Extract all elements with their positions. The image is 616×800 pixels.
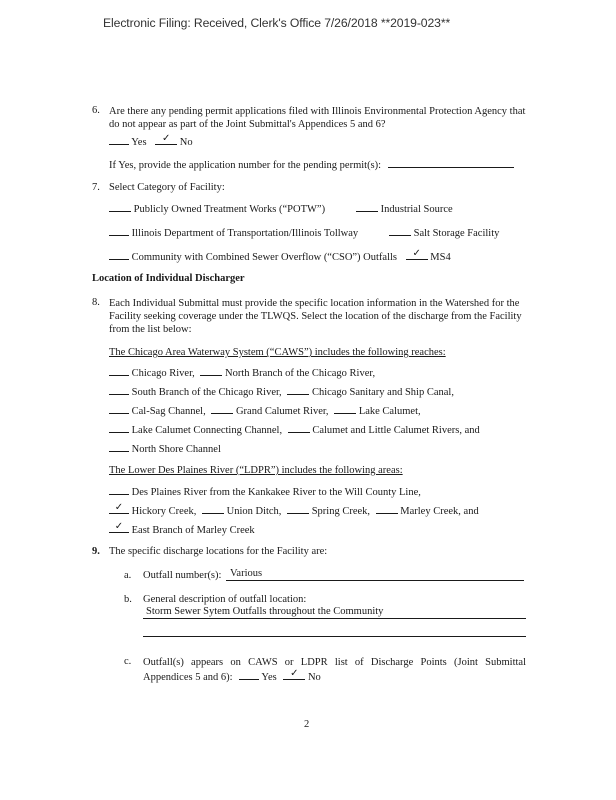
hickory-creek-blank[interactable]	[109, 503, 129, 514]
north-shore-blank[interactable]	[109, 441, 129, 452]
q7-cso-blank[interactable]	[109, 249, 129, 260]
grand-calumet-blank[interactable]	[211, 403, 233, 414]
q7-industrial-blank[interactable]	[356, 201, 378, 212]
calumet-little-calumet-blank[interactable]	[288, 422, 310, 433]
lake-calumet-label: Lake Calumet,	[358, 406, 421, 417]
q7-question: Select Category of Facility:	[109, 182, 225, 193]
caws-row-5	[109, 441, 221, 455]
q8-number: 8.	[92, 297, 100, 308]
location-heading: Location of Individual Discharger	[92, 273, 245, 284]
north-branch-blank[interactable]	[200, 365, 222, 376]
q9a-text: Outfall number(s):	[143, 570, 222, 581]
q7-cso-label: Community with Combined Sewer Overflow (“CSO”) Outfalls	[131, 252, 398, 263]
south-branch-blank[interactable]	[109, 384, 129, 395]
q7-row-2b	[389, 225, 499, 239]
q9c-text	[143, 656, 526, 684]
q7-potw-blank[interactable]	[109, 201, 131, 212]
q7-ms4-blank[interactable]	[406, 249, 428, 260]
q9a-label: a.	[124, 570, 132, 581]
checkmark-icon: ✓	[114, 502, 124, 513]
q9c-yes-label: Yes	[261, 672, 277, 683]
checkmark-icon: ✓	[290, 668, 299, 679]
lake-calumet-connecting-blank[interactable]	[109, 422, 129, 433]
lake-calumet-connecting-label: Lake Calumet Connecting Channel,	[131, 425, 283, 436]
q9c-no-label: No	[307, 672, 321, 683]
union-ditch-label: Union Ditch,	[226, 506, 282, 517]
q6-number: 6.	[92, 105, 100, 116]
q7-ms4-label: MS4	[430, 252, 451, 263]
east-branch-marley-label: East Branch of Marley Creek	[131, 525, 255, 536]
q7-potw-label: Publicly Owned Treatment Works (“POTW”)	[133, 204, 326, 215]
des-plaines-label: Des Plaines River from the Kankakee River to the Will County Line,	[131, 487, 421, 498]
q6-answer-row	[109, 134, 193, 148]
q6-yes-label: Yes	[131, 137, 147, 148]
caws-heading: The Chicago Area Waterway System (“CAWS”) includes the following reaches:	[109, 347, 446, 358]
outfall-description-value: Storm Sewer Sytem Outfalls throughout the Community	[146, 606, 384, 617]
electronic-filing-stamp: Electronic Filing: Received, Clerk's Office 7/26/2018 **2019-023**	[103, 16, 451, 30]
q7-salt-blank[interactable]	[389, 225, 411, 236]
q8-question: Each Individual Submittal must provide the specific location information in the Watershed for the Facility seeking coverage under the TLWQS. Select the location of the discharge from the Facility from the list below:	[109, 298, 522, 335]
q7-idot-label: Illinois Department of Transportation/Illinois Tollway	[131, 228, 359, 239]
south-branch-label: South Branch of the Chicago River,	[131, 387, 282, 398]
q9-number: 9.	[92, 546, 100, 557]
checkmark-icon: ✓	[412, 248, 421, 259]
des-plaines-blank[interactable]	[109, 484, 129, 495]
q6-no-blank[interactable]	[155, 134, 177, 145]
ldpr-row-2	[109, 503, 479, 517]
caws-row-3	[109, 403, 421, 417]
q7-industrial-label: Industrial Source	[380, 204, 453, 215]
q9-question: The specific discharge locations for the Facility are:	[109, 546, 328, 557]
calumet-little-calumet-label: Calumet and Little Calumet Rivers, and	[312, 425, 480, 436]
ldpr-row-3	[109, 522, 255, 536]
outfall-number-value: Various	[230, 568, 263, 579]
q7-row-3	[109, 249, 451, 263]
hickory-creek-label: Hickory Creek,	[131, 506, 197, 517]
outfall-description-field[interactable]	[143, 618, 526, 619]
caws-row-2	[109, 384, 454, 398]
q9c-yes-blank[interactable]	[239, 669, 259, 680]
checkmark-icon: ✓	[114, 521, 124, 532]
north-branch-label: North Branch of the Chicago River,	[225, 368, 376, 379]
spring-creek-label: Spring Creek,	[311, 506, 371, 517]
q6-no-label: No	[179, 137, 193, 148]
q6-question: Are there any pending permit applications filed with Illinois Environmental Protection Agency that do not appear as part of the Joint Submittal's Appendices 5 and 6?	[109, 106, 526, 130]
q7-salt-label: Salt Storage Facility	[413, 228, 500, 239]
marley-creek-label: Marley Creek, and	[400, 506, 479, 517]
north-shore-label: North Shore Channel	[131, 444, 221, 455]
lake-calumet-blank[interactable]	[334, 403, 356, 414]
q9c-label: c.	[124, 656, 132, 667]
outfall-description-field-line-2[interactable]	[143, 636, 526, 637]
q9b-text: General description of outfall location:	[143, 594, 307, 605]
sanitary-canal-blank[interactable]	[287, 384, 309, 395]
union-ditch-blank[interactable]	[202, 503, 224, 514]
q6-yes-blank[interactable]	[109, 134, 129, 145]
q7-number: 7.	[92, 182, 100, 193]
q9c-no-blank[interactable]	[283, 669, 305, 680]
sanitary-canal-label: Chicago Sanitary and Ship Canal,	[311, 387, 454, 398]
q9c-question: Outfall(s) appears on CAWS or LDPR list of Discharge Points (Joint Submittal Appendices 5 and 6):	[143, 657, 526, 683]
chicago-river-blank[interactable]	[109, 365, 129, 376]
q7-row-1b	[356, 201, 453, 215]
q6-permit-number-field[interactable]	[388, 157, 514, 168]
q7-idot-blank[interactable]	[109, 225, 129, 236]
ldpr-row-1	[109, 484, 421, 498]
q9b-label: b.	[124, 594, 132, 605]
spring-creek-blank[interactable]	[287, 503, 309, 514]
ldpr-heading: The Lower Des Plaines River (“LDPR”) includes the following areas:	[109, 465, 403, 476]
cal-sag-blank[interactable]	[109, 403, 129, 414]
q6-followup-row	[109, 157, 514, 171]
checkmark-icon: ✓	[161, 133, 171, 144]
outfall-number-field[interactable]	[226, 580, 524, 581]
chicago-river-label: Chicago River,	[131, 368, 195, 379]
q6-followup-label: If Yes, provide the application number for the pending permit(s):	[109, 160, 382, 171]
grand-calumet-label: Grand Calumet River,	[235, 406, 329, 417]
marley-creek-blank[interactable]	[376, 503, 398, 514]
q7-row-2	[109, 225, 358, 239]
cal-sag-label: Cal-Sag Channel,	[131, 406, 206, 417]
caws-row-4	[109, 422, 480, 436]
q7-row-1	[109, 201, 325, 215]
east-branch-marley-blank[interactable]	[109, 522, 129, 533]
page-number: 2	[304, 719, 310, 730]
caws-row-1	[109, 365, 375, 379]
